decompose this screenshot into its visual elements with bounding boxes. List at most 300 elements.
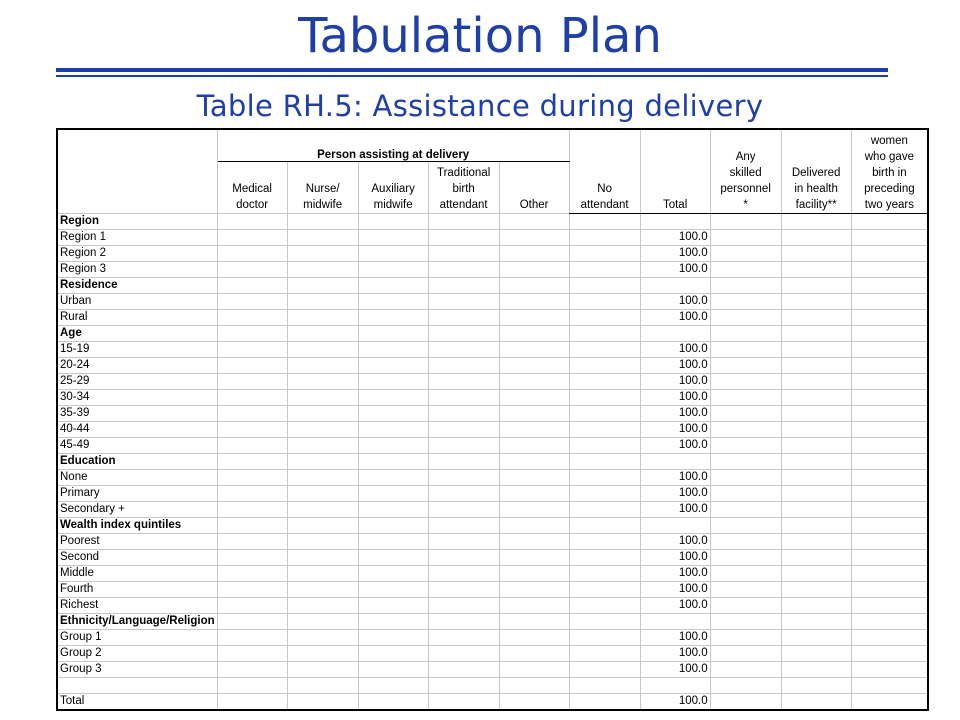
empty-cell [781, 421, 851, 437]
empty-cell [781, 389, 851, 405]
header-line: attendant [439, 198, 488, 211]
table-row [57, 405, 928, 421]
row-label: 25-29 [57, 373, 217, 389]
empty-cell [287, 581, 358, 597]
empty-cell [851, 645, 928, 661]
empty-cell [710, 597, 781, 613]
empty-cell [428, 357, 499, 373]
empty-cell [781, 469, 851, 485]
empty-cell [851, 389, 928, 405]
empty-cell [851, 357, 928, 373]
empty-cell [428, 693, 499, 710]
empty-cell [217, 453, 287, 469]
empty-cell [428, 325, 499, 341]
table-row [57, 645, 928, 661]
empty-cell [428, 229, 499, 245]
empty-cell [428, 341, 499, 357]
table-row [57, 501, 928, 517]
empty-cell [358, 309, 428, 325]
empty-cell [217, 565, 287, 581]
row-label: Second [57, 549, 217, 565]
empty-cell [851, 469, 928, 485]
empty-cell [428, 437, 499, 453]
empty-cell [428, 261, 499, 277]
header-line: Medical [232, 182, 272, 195]
total-cell: 100.0 [640, 629, 710, 645]
total-cell: 100.0 [640, 341, 710, 357]
col-header-no-attendant [569, 129, 640, 213]
table-row [57, 261, 928, 277]
total-cell: 100.0 [640, 469, 710, 485]
empty-cell [428, 581, 499, 597]
empty-cell [217, 677, 287, 693]
empty-cell [217, 693, 287, 710]
empty-cell [781, 245, 851, 261]
empty-cell [781, 581, 851, 597]
empty-cell [428, 661, 499, 677]
empty-cell [358, 341, 428, 357]
empty-cell [710, 453, 781, 469]
empty-cell [781, 501, 851, 517]
empty-cell [851, 341, 928, 357]
empty-cell [569, 597, 640, 613]
empty-cell [781, 645, 851, 661]
empty-cell [781, 549, 851, 565]
empty-cell [287, 597, 358, 613]
empty-cell [428, 213, 499, 229]
empty-cell [358, 229, 428, 245]
empty-cell [358, 501, 428, 517]
table-row [57, 213, 928, 229]
empty-cell [569, 549, 640, 565]
empty-cell [781, 309, 851, 325]
empty-cell [569, 389, 640, 405]
empty-cell [428, 277, 499, 293]
empty-cell [710, 341, 781, 357]
empty-cell [358, 581, 428, 597]
empty-cell [499, 517, 569, 533]
empty-cell [428, 645, 499, 661]
row-label: None [57, 469, 217, 485]
col-header-other [499, 161, 569, 213]
empty-cell [358, 421, 428, 437]
empty-cell [287, 229, 358, 245]
empty-cell [217, 389, 287, 405]
empty-cell [499, 293, 569, 309]
table-row [57, 293, 928, 309]
title-underline [56, 68, 888, 72]
empty-cell [781, 277, 851, 293]
empty-cell [851, 437, 928, 453]
row-label [57, 677, 217, 693]
total-cell: 100.0 [640, 661, 710, 677]
row-label: Region 2 [57, 245, 217, 261]
total-cell: 100.0 [640, 245, 710, 261]
empty-cell [710, 677, 781, 693]
header-line: No [597, 182, 612, 195]
table-row [57, 421, 928, 437]
empty-cell [217, 661, 287, 677]
empty-cell [358, 645, 428, 661]
empty-cell [287, 645, 358, 661]
empty-cell [287, 341, 358, 357]
empty-cell [710, 309, 781, 325]
empty-cell [851, 245, 928, 261]
empty-cell [710, 277, 781, 293]
empty-cell [358, 357, 428, 373]
empty-cell [217, 421, 287, 437]
row-label: Poorest [57, 533, 217, 549]
section-label: Wealth index quintiles [57, 517, 217, 533]
empty-cell [710, 613, 781, 629]
empty-cell [851, 277, 928, 293]
row-label: Total [57, 693, 217, 710]
empty-cell [287, 325, 358, 341]
row-label: 35-39 [57, 405, 217, 421]
empty-cell [499, 277, 569, 293]
empty-cell [569, 213, 640, 229]
empty-cell [217, 581, 287, 597]
empty-cell [217, 309, 287, 325]
empty-cell [499, 325, 569, 341]
empty-cell [358, 613, 428, 629]
table-row [57, 341, 928, 357]
empty-cell [217, 533, 287, 549]
empty-cell [781, 597, 851, 613]
empty-cell [569, 581, 640, 597]
empty-cell [569, 485, 640, 501]
empty-cell [428, 613, 499, 629]
total-cell: 100.0 [640, 405, 710, 421]
header-line: Total [662, 198, 688, 211]
empty-cell [499, 597, 569, 613]
empty-cell [287, 469, 358, 485]
empty-cell [287, 613, 358, 629]
empty-cell [499, 341, 569, 357]
total-cell [640, 213, 710, 229]
empty-cell [851, 629, 928, 645]
empty-cell [569, 437, 640, 453]
row-label-header [57, 129, 217, 213]
empty-cell [569, 245, 640, 261]
col-header-nurse [287, 161, 358, 213]
table-row [57, 437, 928, 453]
empty-cell [851, 325, 928, 341]
empty-cell [710, 373, 781, 389]
empty-cell [499, 357, 569, 373]
empty-cell [569, 517, 640, 533]
empty-cell [569, 533, 640, 549]
col-header-total [640, 129, 710, 213]
total-cell: 100.0 [640, 581, 710, 597]
section-label: Region [57, 213, 217, 229]
table-row [57, 581, 928, 597]
empty-cell [569, 453, 640, 469]
empty-cell [569, 677, 640, 693]
empty-cell [851, 693, 928, 710]
empty-cell [781, 517, 851, 533]
empty-cell [569, 325, 640, 341]
total-cell: 100.0 [640, 261, 710, 277]
empty-cell [358, 373, 428, 389]
header-line: Delivered [791, 166, 841, 179]
empty-cell [217, 229, 287, 245]
empty-cell [569, 309, 640, 325]
total-cell: 100.0 [640, 309, 710, 325]
empty-cell [287, 389, 358, 405]
row-label: Richest [57, 597, 217, 613]
total-cell: 100.0 [640, 693, 710, 710]
empty-cell [217, 261, 287, 277]
empty-cell [710, 565, 781, 581]
table-row [57, 549, 928, 565]
table-row [57, 597, 928, 613]
empty-cell [217, 613, 287, 629]
total-cell: 100.0 [640, 533, 710, 549]
col-header-any-skilled [710, 129, 781, 213]
empty-cell [710, 357, 781, 373]
empty-cell [499, 213, 569, 229]
empty-cell [851, 485, 928, 501]
empty-cell [287, 245, 358, 261]
header-line: Other [519, 198, 549, 211]
empty-cell [428, 469, 499, 485]
empty-cell [217, 485, 287, 501]
empty-cell [358, 549, 428, 565]
empty-cell [428, 533, 499, 549]
empty-cell [851, 613, 928, 629]
empty-cell [358, 325, 428, 341]
total-cell [640, 517, 710, 533]
header-line: skilled [729, 166, 762, 179]
empty-cell [569, 261, 640, 277]
empty-cell [428, 309, 499, 325]
header-line: two years [864, 198, 914, 211]
table-row [57, 661, 928, 677]
empty-cell [217, 357, 287, 373]
empty-cell [287, 693, 358, 710]
empty-cell [781, 629, 851, 645]
empty-cell [358, 437, 428, 453]
empty-cell [499, 421, 569, 437]
empty-cell [569, 277, 640, 293]
empty-cell [781, 437, 851, 453]
row-label: Secondary + [57, 501, 217, 517]
header-line: Auxiliary [371, 182, 415, 195]
empty-cell [710, 245, 781, 261]
empty-cell [781, 693, 851, 710]
header-line: Traditional [436, 166, 491, 179]
empty-cell [358, 485, 428, 501]
empty-cell [287, 549, 358, 565]
empty-cell [287, 405, 358, 421]
empty-cell [710, 229, 781, 245]
empty-cell [710, 437, 781, 453]
empty-cell [710, 261, 781, 277]
empty-cell [428, 597, 499, 613]
empty-cell [851, 581, 928, 597]
empty-cell [499, 485, 569, 501]
empty-cell [217, 213, 287, 229]
section-label: Age [57, 325, 217, 341]
empty-cell [499, 677, 569, 693]
empty-cell [358, 629, 428, 645]
empty-cell [569, 565, 640, 581]
empty-cell [499, 629, 569, 645]
tabulation-table [56, 128, 929, 711]
header-line: personnel [720, 182, 771, 195]
empty-cell [781, 485, 851, 501]
empty-cell [499, 645, 569, 661]
empty-cell [358, 453, 428, 469]
empty-cell [569, 357, 640, 373]
header-line: midwife [373, 198, 413, 211]
empty-cell [428, 373, 499, 389]
table-row [57, 309, 928, 325]
empty-cell [358, 405, 428, 421]
empty-cell [287, 533, 358, 549]
empty-cell [781, 325, 851, 341]
col-header-traditional [428, 161, 499, 213]
table-row [57, 613, 928, 629]
empty-cell [428, 517, 499, 533]
empty-cell [781, 293, 851, 309]
empty-cell [358, 661, 428, 677]
table-row [57, 485, 928, 501]
empty-cell [710, 501, 781, 517]
empty-cell [499, 261, 569, 277]
total-cell: 100.0 [640, 565, 710, 581]
empty-cell [569, 693, 640, 710]
empty-cell [851, 229, 928, 245]
empty-cell [287, 309, 358, 325]
empty-cell [569, 629, 640, 645]
empty-cell [499, 549, 569, 565]
empty-cell [499, 501, 569, 517]
empty-cell [358, 677, 428, 693]
empty-cell [781, 357, 851, 373]
total-cell: 100.0 [640, 597, 710, 613]
empty-cell [569, 421, 640, 437]
empty-cell [569, 341, 640, 357]
empty-cell [851, 213, 928, 229]
header-line: Nurse/ [305, 182, 340, 195]
empty-cell [781, 565, 851, 581]
empty-cell [217, 373, 287, 389]
header-line: attendant [580, 198, 629, 211]
empty-cell [710, 661, 781, 677]
empty-cell [499, 245, 569, 261]
table-row [57, 629, 928, 645]
empty-cell [287, 421, 358, 437]
empty-cell [851, 549, 928, 565]
row-label: Region 3 [57, 261, 217, 277]
header-line: birth [452, 182, 475, 195]
empty-cell [217, 325, 287, 341]
empty-cell [287, 437, 358, 453]
row-label: Middle [57, 565, 217, 581]
row-label: Primary [57, 485, 217, 501]
empty-cell [851, 261, 928, 277]
empty-cell [217, 277, 287, 293]
header-line: in health [794, 182, 838, 195]
empty-cell [428, 293, 499, 309]
empty-cell [217, 245, 287, 261]
empty-cell [851, 453, 928, 469]
row-label: Region 1 [57, 229, 217, 245]
empty-cell [287, 629, 358, 645]
header-line: * [743, 198, 748, 211]
table-row [57, 229, 928, 245]
empty-cell [499, 229, 569, 245]
empty-cell [499, 469, 569, 485]
empty-cell [569, 661, 640, 677]
empty-cell [287, 277, 358, 293]
row-label: Group 1 [57, 629, 217, 645]
empty-cell [287, 453, 358, 469]
table-row [57, 245, 928, 261]
row-label: 15-19 [57, 341, 217, 357]
total-cell: 100.0 [640, 437, 710, 453]
empty-cell [358, 213, 428, 229]
header-line: women [870, 134, 908, 147]
empty-cell [710, 213, 781, 229]
empty-cell [499, 373, 569, 389]
empty-cell [217, 645, 287, 661]
empty-cell [358, 517, 428, 533]
total-cell: 100.0 [640, 485, 710, 501]
row-label: 40-44 [57, 421, 217, 437]
empty-cell [287, 293, 358, 309]
empty-cell [710, 693, 781, 710]
total-cell: 100.0 [640, 389, 710, 405]
empty-cell [851, 565, 928, 581]
header-line: preceding [864, 182, 915, 195]
row-label: Group 2 [57, 645, 217, 661]
section-label: Ethnicity/Language/Religion [57, 613, 217, 629]
empty-cell [499, 389, 569, 405]
empty-cell [781, 661, 851, 677]
empty-cell [781, 261, 851, 277]
header-line: facility** [795, 198, 837, 211]
empty-cell [287, 677, 358, 693]
empty-cell [710, 421, 781, 437]
empty-cell [287, 357, 358, 373]
empty-cell [781, 613, 851, 629]
empty-cell [358, 389, 428, 405]
empty-cell [710, 485, 781, 501]
empty-cell [781, 229, 851, 245]
row-label: Group 3 [57, 661, 217, 677]
col-header-medical [217, 161, 287, 213]
empty-cell [710, 645, 781, 661]
col-header-women [851, 129, 928, 213]
empty-cell [428, 549, 499, 565]
empty-cell [781, 533, 851, 549]
row-label: 20-24 [57, 357, 217, 373]
header-line: midwife [303, 198, 343, 211]
header-line: birth in [872, 166, 907, 179]
empty-cell [851, 501, 928, 517]
empty-cell [710, 405, 781, 421]
section-label: Residence [57, 277, 217, 293]
total-cell [640, 453, 710, 469]
empty-cell [851, 421, 928, 437]
empty-cell [499, 405, 569, 421]
empty-cell [851, 405, 928, 421]
empty-cell [851, 309, 928, 325]
table-row [57, 453, 928, 469]
